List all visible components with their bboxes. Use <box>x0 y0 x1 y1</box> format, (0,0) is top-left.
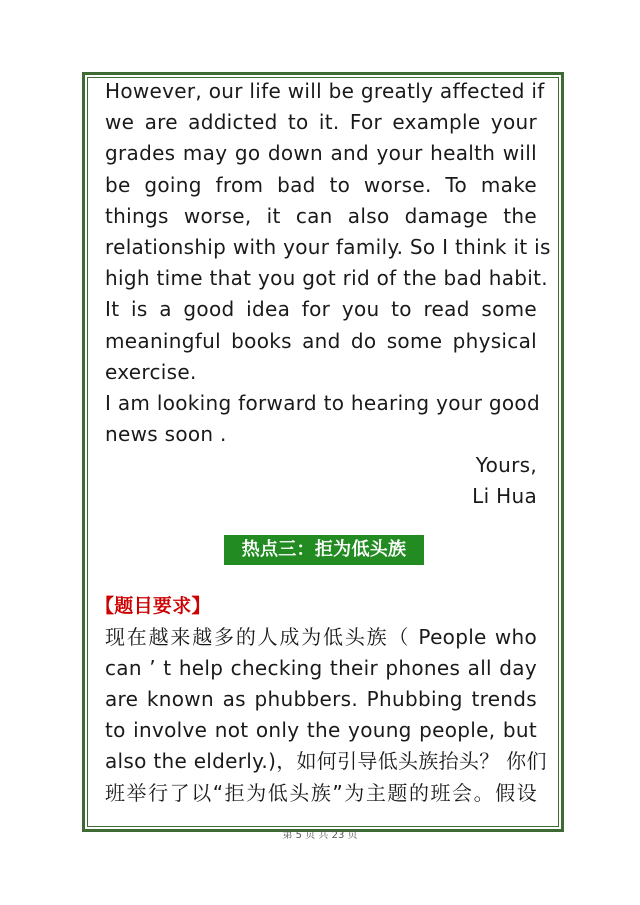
letter-line: grades may go down and your health will <box>105 141 537 166</box>
letter-line: be going from bad to worse. To make <box>105 172 537 197</box>
section-heading: 热点三：拒为低头族 <box>224 535 424 565</box>
letter-line: news soon . <box>105 422 227 447</box>
document-body <box>95 76 551 809</box>
letter-line: exercise. <box>105 359 197 384</box>
letter-line: high time that you got rid of the bad habit. <box>105 266 548 291</box>
requirement-body <box>105 622 547 809</box>
requirement-line: can ’ t help checking their phones all day <box>105 655 537 680</box>
letter-line: we are addicted to it. For example your <box>105 110 537 135</box>
letter-line: It is a good idea for you to read some <box>105 297 537 322</box>
letter-line: relationship with your family. So I think it is <box>105 234 551 259</box>
page-footer: 第 5 页 共 23 页 <box>282 830 358 841</box>
letter-line: things worse, it can also damage the <box>105 203 537 228</box>
letter-line: I am looking forward to hearing your good <box>105 390 540 415</box>
section-heading-row <box>105 527 537 575</box>
requirement-line: are known as phubbers. Phubbing trends <box>105 687 537 711</box>
requirement-line: also the elderly.)，如何引导低头族抬头？ 你们 <box>105 749 547 774</box>
letter-line: However, our life will be greatly affected if <box>105 79 545 103</box>
requirement-label: 【题目要求】 <box>95 594 211 617</box>
requirement-line: 班举行了以“拒为低头族”为主题的班会。假设 <box>105 780 537 805</box>
requirement-line: 现在越来越多的人成为低头族（ People who <box>105 624 537 649</box>
letter-body <box>105 76 551 513</box>
letter-signature: Li Hua <box>472 484 537 509</box>
requirement-line: to involve not only the young people, but <box>105 718 537 743</box>
letter-line: meaningful books and do some physical <box>105 328 537 353</box>
letter-closing: Yours, <box>475 453 537 478</box>
